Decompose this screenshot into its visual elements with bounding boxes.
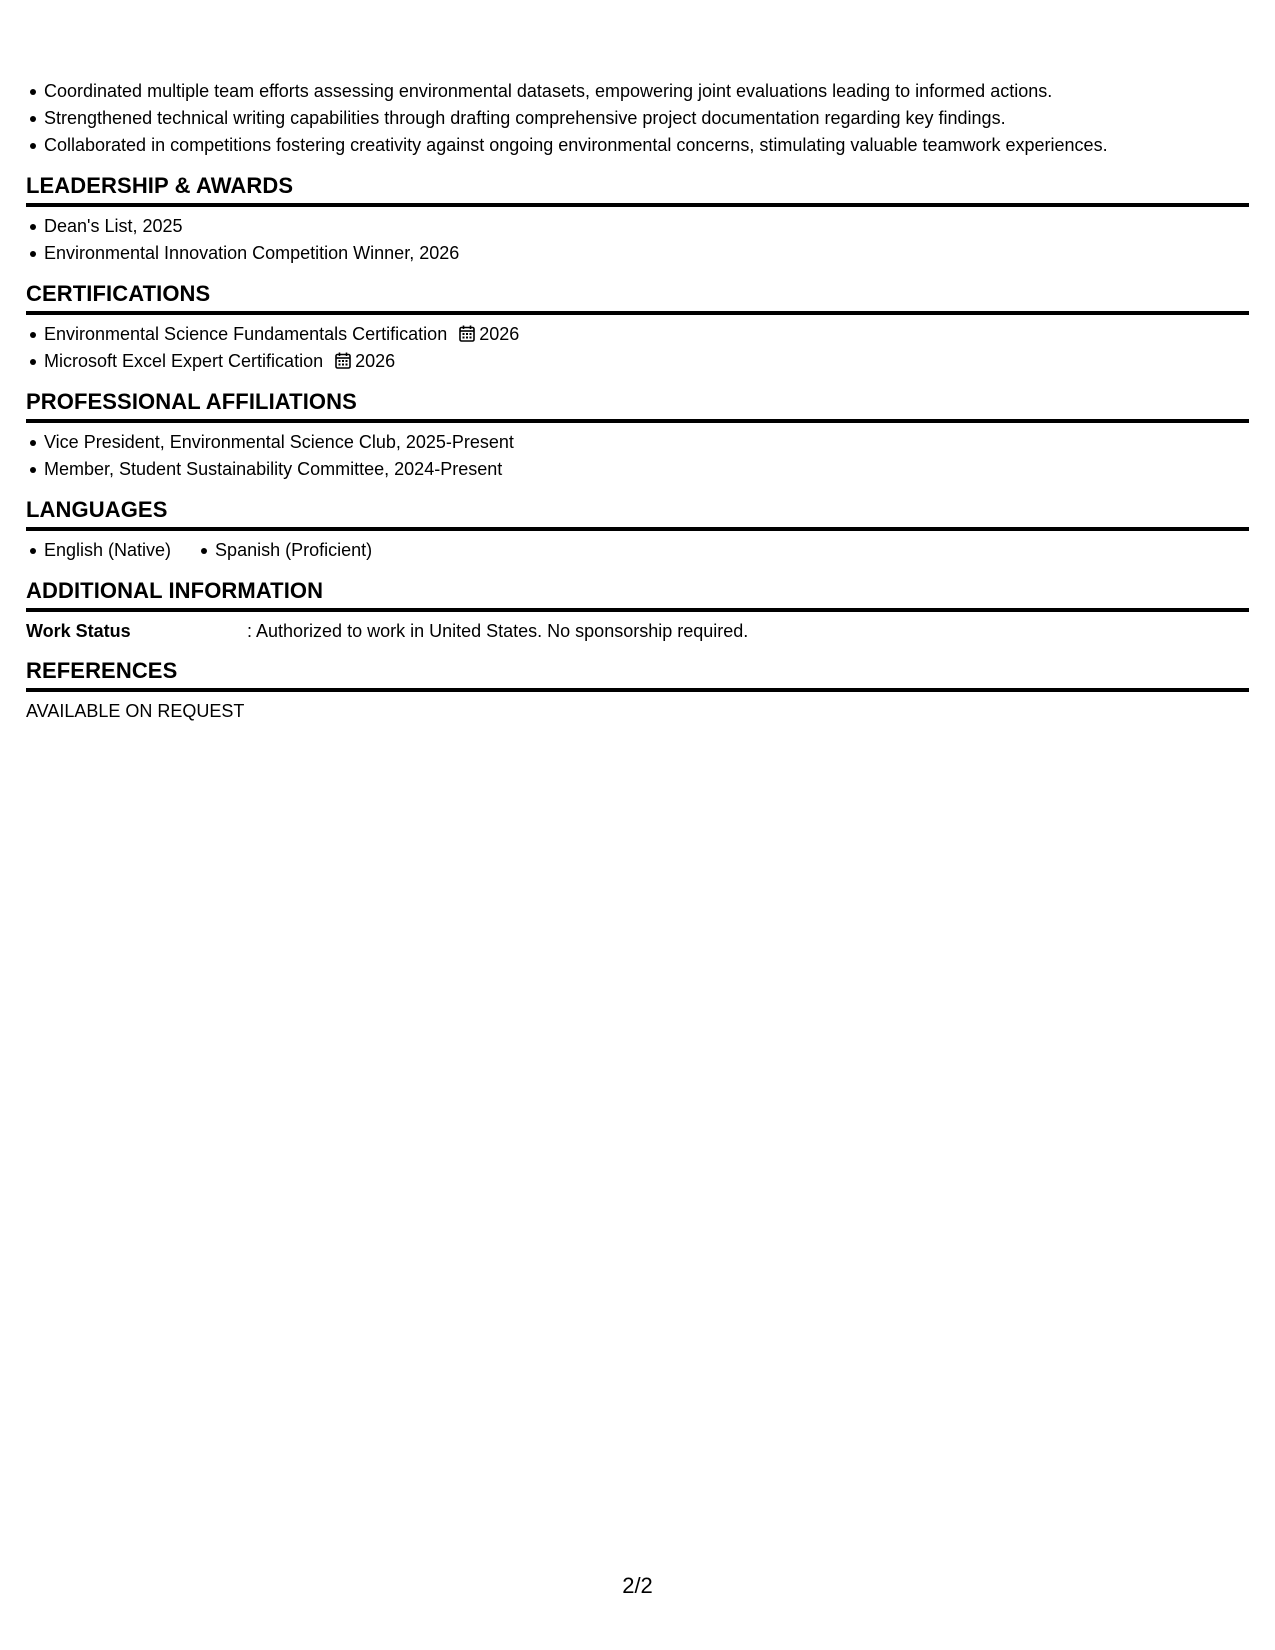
- section-title: LANGUAGES: [26, 497, 1249, 531]
- work-status-row: [26, 618, 1249, 644]
- work-status-label: Work Status: [26, 621, 131, 641]
- work-status-value: : Authorized to work in United States. No sponsorship required.: [247, 621, 749, 641]
- additional-info-section: [26, 578, 1249, 644]
- leadership-list: [26, 213, 1249, 267]
- calendar-icon: [335, 352, 351, 369]
- references-text: AVAILABLE ON REQUEST: [26, 701, 245, 721]
- list-item: Strengthened technical writing capabilities through drafting comprehensive project documentation regarding key findings.: [44, 105, 1249, 132]
- section-title: PROFESSIONAL AFFILIATIONS: [26, 389, 1249, 423]
- list-item: Dean's List, 2025: [44, 213, 1249, 240]
- section-title: ADDITIONAL INFORMATION: [26, 578, 1249, 612]
- list-item: [44, 348, 1249, 375]
- certification-name: Microsoft Excel Expert Certification: [44, 351, 324, 371]
- list-item: Environmental Innovation Competition Winner, 2026: [44, 240, 1249, 267]
- languages-section: [26, 497, 1249, 564]
- resume-page: [26, 78, 1249, 724]
- leadership-section: [26, 173, 1249, 267]
- section-title: CERTIFICATIONS: [26, 281, 1249, 315]
- section-title: LEADERSHIP & AWARDS: [26, 173, 1249, 207]
- experience-bullet-list: [26, 78, 1249, 159]
- list-item: Coordinated multiple team efforts assessing environmental datasets, empowering joint evaluations leading to informed actions.: [44, 78, 1249, 105]
- list-item: Collaborated in competitions fostering creativity against ongoing environmental concerns, stimulating valuable teamwork experiences.: [44, 132, 1249, 159]
- page-number: 2/2: [622, 1573, 653, 1598]
- section-title: REFERENCES: [26, 658, 1249, 692]
- list-item: English (Native): [44, 537, 171, 564]
- list-item: Member, Student Sustainability Committee, 2024-Present: [44, 456, 1249, 483]
- list-item: [44, 321, 1249, 348]
- affiliations-section: [26, 389, 1249, 483]
- certification-name: Environmental Science Fundamentals Certification: [44, 324, 448, 344]
- certification-year: 2026: [355, 351, 396, 371]
- languages-list: [26, 537, 1249, 564]
- certifications-section: [26, 281, 1249, 375]
- certification-year: 2026: [479, 324, 520, 344]
- list-item: Vice President, Environmental Science Club, 2025-Present: [44, 429, 1249, 456]
- certifications-list: [26, 321, 1249, 375]
- calendar-icon: [459, 325, 475, 342]
- affiliations-list: [26, 429, 1249, 483]
- references-section: [26, 658, 1249, 724]
- list-item: Spanish (Proficient): [215, 537, 372, 564]
